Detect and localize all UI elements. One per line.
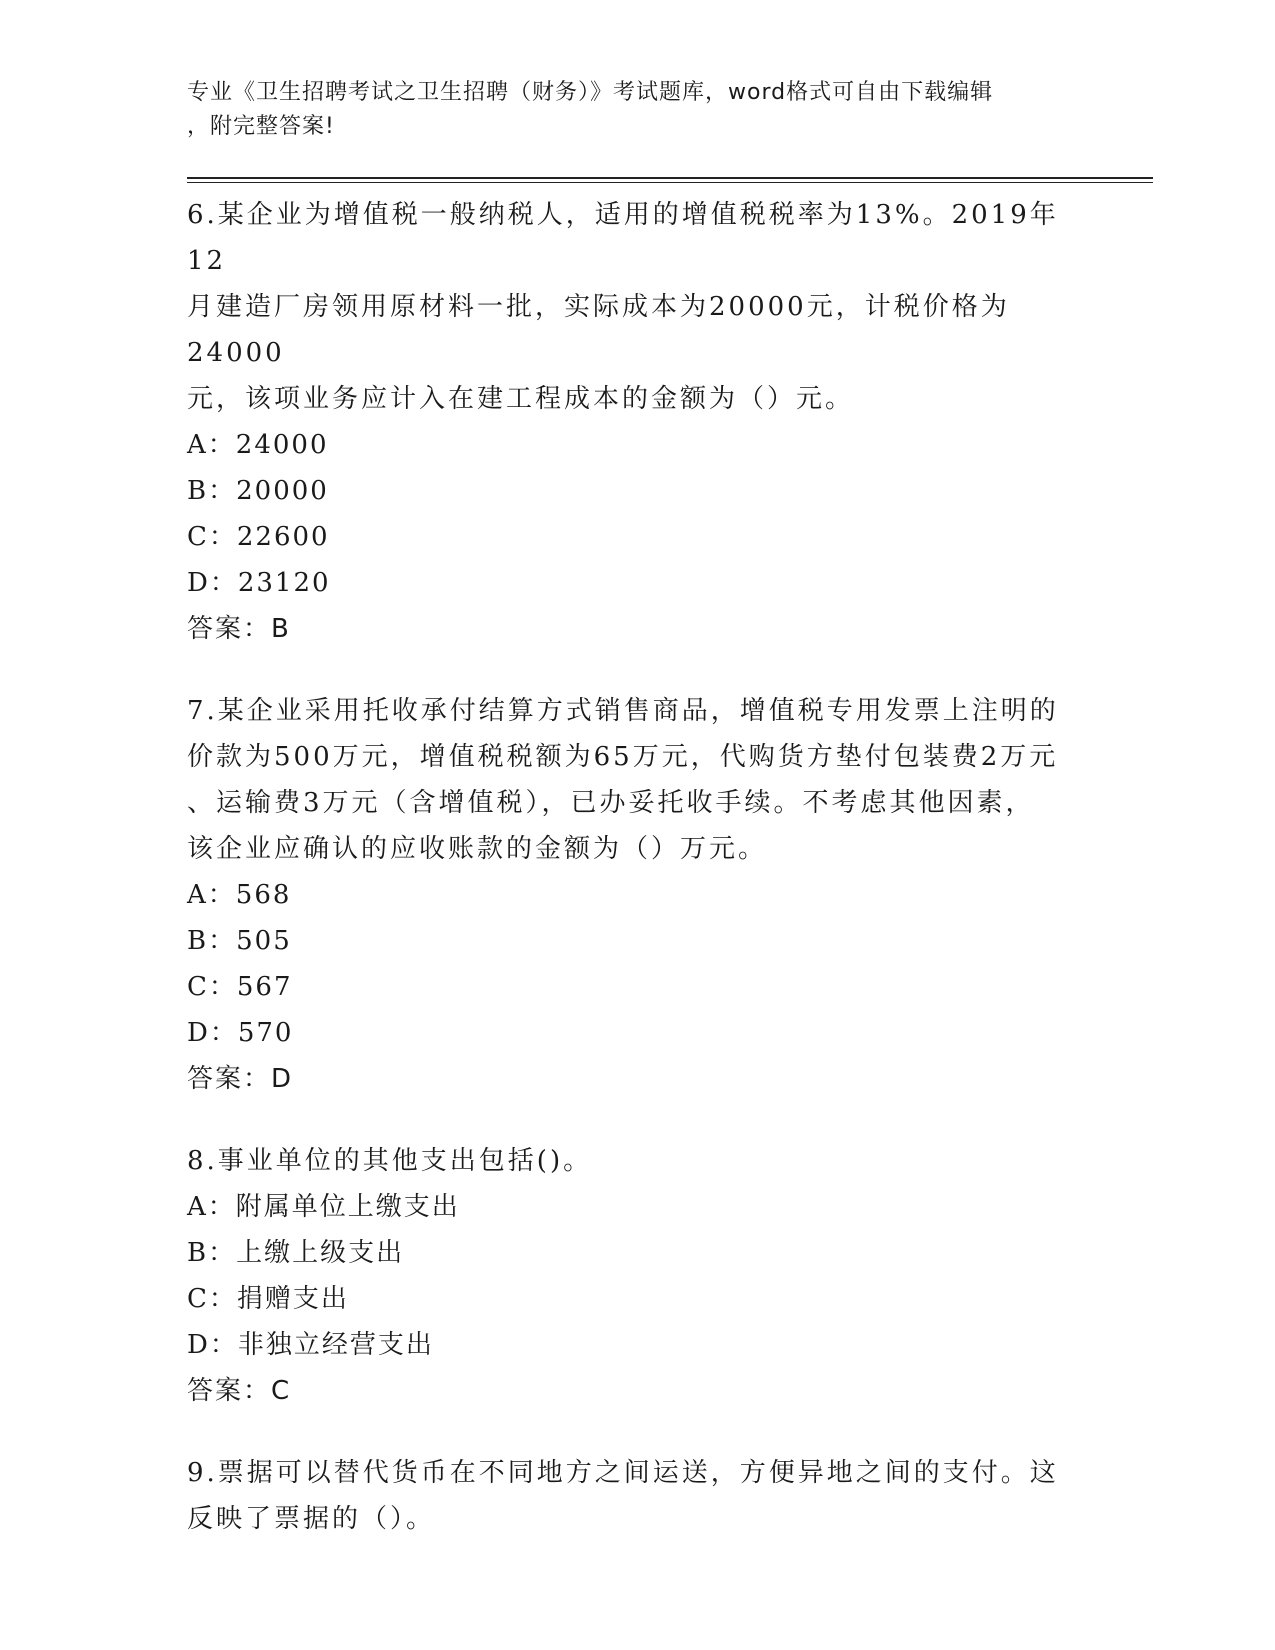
question-9 bbox=[187, 1450, 1087, 1542]
option-b: B：20000 bbox=[187, 476, 329, 506]
header-divider-thin bbox=[187, 182, 1153, 183]
option-b: B：505 bbox=[187, 926, 292, 956]
question-text-line: 价款为500万元，增值税税额为65万元，代购货方垫付包装费2万元 bbox=[187, 742, 1059, 772]
answer: 答案：B bbox=[187, 614, 291, 644]
option-d: D：570 bbox=[187, 1018, 294, 1048]
option-d: D：23120 bbox=[187, 568, 331, 598]
option-c: C：捐赠支出 bbox=[187, 1284, 349, 1314]
question-text-line: 8.事业单位的其他支出包括()。 bbox=[187, 1146, 593, 1176]
option-a: A：568 bbox=[187, 880, 292, 910]
question-text-line: 9.票据可以替代货币在不同地方之间运送，方便异地之间的支付。这 bbox=[187, 1458, 1059, 1488]
question-7 bbox=[187, 688, 1087, 1102]
question-text-line: 7.某企业采用托收承付结算方式销售商品，增值税专用发票上注明的 bbox=[187, 696, 1059, 726]
question-list bbox=[187, 192, 1087, 1578]
question-text-line: 6.某企业为增值税一般纳税人，适用的增值税税率为13%。2019年12 bbox=[187, 200, 1059, 276]
option-a: A：24000 bbox=[187, 430, 329, 460]
option-a: A：附属单位上缴支出 bbox=[187, 1192, 460, 1222]
option-c: C：22600 bbox=[187, 522, 330, 552]
answer: 答案：D bbox=[187, 1064, 294, 1094]
document-header bbox=[187, 76, 1087, 144]
question-text-line: 该企业应确认的应收账款的金额为（）万元。 bbox=[187, 834, 768, 864]
question-6 bbox=[187, 192, 1087, 652]
option-c: C：567 bbox=[187, 972, 293, 1002]
question-text-line: 月建造厂房领用原材料一批，实际成本为20000元，计税价格为24000 bbox=[187, 292, 1010, 368]
answer: 答案：C bbox=[187, 1376, 292, 1406]
header-divider bbox=[187, 177, 1153, 179]
header-line-1: 专业《卫生招聘考试之卫生招聘（财务）》考试题库，word格式可自由下载编辑 bbox=[187, 80, 994, 105]
question-8 bbox=[187, 1138, 1087, 1414]
question-text-line: 元，该项业务应计入在建工程成本的金额为（）元。 bbox=[187, 384, 855, 414]
question-text-line: 、运输费3万元（含增值税），已办妥托收手续。不考虑其他因素， bbox=[187, 788, 1035, 818]
option-b: B：上缴上级支出 bbox=[187, 1238, 405, 1268]
question-text-line: 反映了票据的（）。 bbox=[187, 1504, 436, 1534]
option-d: D：非独立经营支出 bbox=[187, 1330, 434, 1360]
header-line-2: ，附完整答案! bbox=[187, 114, 335, 139]
